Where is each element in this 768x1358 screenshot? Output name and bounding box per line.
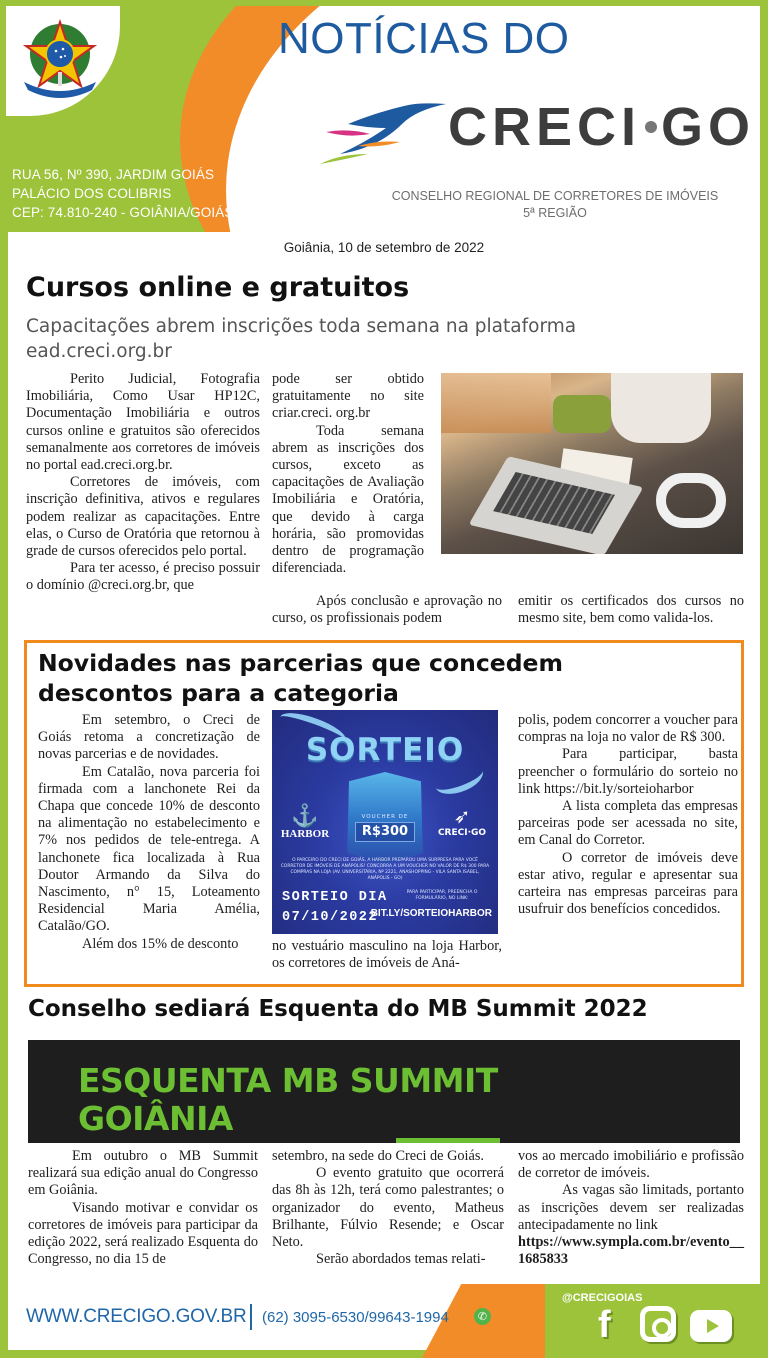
right-border [760,0,768,232]
council-name [370,188,740,222]
promo-fine-print: O PARCEIRO DO CRECI DE GOIÁS, A HARBOR PREPAROU UMA SURPRESA PARA VOCÊ CORRETOR DE IMÓVEIS DE ANÁPOLIS! CONCORRA A UM VOUCHER NO VALOR DE R$ 300 PARA COMPRAS NA LOJA (AV. UNIVERSITÁRIA, Nº 2221, ANASHOPPING - VILA SANTA ISABEL, ANÁPOLIS - GO) [280,858,490,881]
paragraph: Além dos 15% de desconto [82,935,239,952]
banner-title [78,1062,498,1138]
article3-column-1 [28,1148,258,1268]
banner-accent-bar [396,1138,500,1143]
mb-summit-banner [28,1040,740,1143]
promo-headline: SORTEIO [305,732,465,768]
paragraph: Após conclusão e aprovação no curso, os profissionais podem [272,593,502,627]
article2-title-line: Novidades nas parcerias que concedem [38,649,563,677]
article1-column-1 [26,371,260,595]
youtube-icon[interactable] [690,1310,732,1342]
address-line: RUA 56, Nº 390, JARDIM GOIÁS [12,167,215,182]
paragraph: Para participar, basta preencher o formulário do sorteio no link https://bit.ly/sorteioharbor [518,746,738,797]
article1-subtitle-line: ead.creci.org.br [26,341,172,362]
instagram-icon[interactable] [640,1306,676,1342]
paragraph: polis, podem concorrer a voucher para compras na loja no valor de R$ 300. [518,712,738,746]
harbor-label: HARBOR [280,828,330,840]
article1-column-2 [272,371,424,577]
sympla-link-paragraph [518,1234,744,1268]
headphones-icon [656,473,726,528]
article2-column-3 [518,712,738,918]
article2-title [38,648,563,708]
brand-right: GO [661,97,756,157]
creci-label: CRECI·GO [437,828,487,838]
brand-dot-icon [645,121,657,133]
paragraph: Em Catalão, nova parceria foi firmada com a lanchonete Rei da Chapa que concede 10% de desconto na alimentação no estabelecimento e 7% nos pedidos de tele-entrega. A lanchonete fica localizada à Rua Doutor Armando da Silva do Nascimento, n° 15, Loteamento Residencial Maria Amélia, Catalão/GO. [38,763,260,935]
paragraph: O corretor de imóveis deve estar ativo, regular e apresentar sua carteira nas empresas parceiras para usufruir dos benefícios concedidos. [518,849,738,918]
paragraph: vos ao mercado imobiliário e profissão de corretor de imóveis. [518,1148,744,1182]
sympla-link[interactable]: https://www.sympla.com.br/evento__1685833 [518,1234,744,1268]
draw-label: SORTEIO DIA [282,890,388,905]
photo-person [611,373,711,443]
draw-date: 07/10/2022 [282,910,379,925]
banner-line: ESQUENTA MB SUMMIT [78,1061,498,1100]
phone-number[interactable]: (62) 3095-6530/99643-1994 [262,1309,449,1326]
voucher-value: R$300 [355,822,415,842]
paragraph: Em setembro, o Creci de Goiás retoma a concretização de novas parcerias e de novidades. [38,712,260,763]
photo-pillow [553,395,611,433]
paragraph: pode ser obtido gratuitamente no site criar.creci. org.br [272,371,424,422]
sorteio-promo-image [272,710,498,934]
masthead [0,0,768,232]
article3-title: Conselho sediará Esquenta do MB Summit 2022 [28,996,648,1022]
article1-column-2-bottom [272,593,502,627]
address-line: CEP: 74.810-240 - GOIÂNIA/GOIÁS [12,205,234,220]
newsletter-body [8,232,760,1284]
social-handle: @CRECIGOIAS [562,1292,643,1304]
paragraph: no vestuário masculino na loja Harbor, os corretores de imóveis de Aná- [272,938,502,972]
footer-divider [250,1304,252,1330]
brand-wordmark [448,96,755,158]
paragraph: Toda semana abrem as inscrições dos cursos, exceto as capacitações de Avaliação Imobiliária e Oratória, que devido à carga horária, são promovidas dentro de programação diferenciada. [272,422,424,577]
article1-subtitle [26,314,576,364]
paragraph: emitir os certificados dos cursos no mesmo site, bem como valida-los. [518,593,744,627]
article1-photo [441,373,743,554]
article3-column-3 [518,1148,744,1268]
article2-title-line: descontos para a categoria [38,679,399,707]
address-block [12,165,233,222]
whatsapp-icon[interactable]: ✆ [474,1308,491,1325]
participate-instructions: PARA PARTICIPAR, PREENCHA O FORMULÁRIO, NO LINK: [406,890,478,901]
article2-column-1 [38,712,260,953]
article1-subtitle-line: Capacitações abrem inscrições toda semana na plataforma [26,316,577,337]
paragraph: O evento gratuito que ocorrerá das 8h às 12h, terá como palestrantes; o organizador do evento, Matheus Brilhante, Fúlvio Resende; e Oscar Neto. [272,1165,504,1251]
hummingbird-icon: ➶ [453,804,471,828]
anchor-icon: ⚓ [291,803,319,828]
harbor-logo [280,804,330,840]
paragraph: Em outubro o MB Summit realizará sua edição anual do Congresso em Goiânia. [28,1148,258,1199]
crest-container [6,6,120,116]
article3-column-2 [272,1148,504,1268]
council-line: CONSELHO REGIONAL DE CORRETORES DE IMÓVEIS [391,189,719,203]
promo-link[interactable]: BIT.LY/SORTEIOHARBOR [370,908,492,919]
paragraph: A lista completa das empresas parceiras pode ser acessada no site, em Canal do Corretor. [518,798,738,849]
council-region: 5ª REGIÃO [523,206,587,220]
paragraph: Visando motivar e convidar os corretores de imóveis para participar da edição 2022, será realizado Esquenta do Congresso, no dia 15 de [28,1199,258,1268]
article1-title: Cursos online e gratuitos [26,272,410,303]
facebook-icon[interactable]: f [598,1304,611,1346]
creci-logo [434,804,490,838]
hummingbird-icon [318,98,448,168]
brand-left: CRECI [448,97,642,157]
paragraph: setembro, na sede do Creci de Goiás. [272,1148,485,1164]
paragraph: Corretores de imóveis, com inscrição definitiva, ativos e regulares podem realizar as capacitações. Entre elas, o Curso de Oratória que retornou à grade de cursos oferecidos pelo portal. [26,474,260,560]
photo-window [441,373,551,433]
newsletter-title: NOTÍCIAS DO [278,14,570,63]
paragraph: Perito Judicial, Fotografia Imobiliária, Como Usar HP12C, Documentação Imobiliária e outros cursos online e gratuitos são oferecidos semanalmente aos corretores de imóveis no portal ead.creci.org.br. [26,371,260,474]
article1-column-3 [518,593,744,627]
article2-column-2 [272,938,502,972]
paragraph: Para ter acesso, é preciso possuir o domínio @creci.org.br, que [26,560,260,594]
brazil-coat-of-arms-icon [18,16,102,100]
address-line: PALÁCIO DOS COLIBRIS [12,186,172,201]
paragraph: Serão abordados temas relati- [316,1251,486,1268]
voucher-label: VOUCHER DE [361,814,409,820]
footer [0,1284,768,1358]
paragraph: As vagas são limitads, portanto as inscrições devem ser realizadas antecipadamente no link [518,1182,744,1233]
website-link[interactable]: WWW.CRECIGO.GOV.BR [26,1306,247,1327]
banner-line: GOIÂNIA [78,1099,233,1138]
issue-date: Goiânia, 10 de setembro de 2022 [283,240,485,255]
